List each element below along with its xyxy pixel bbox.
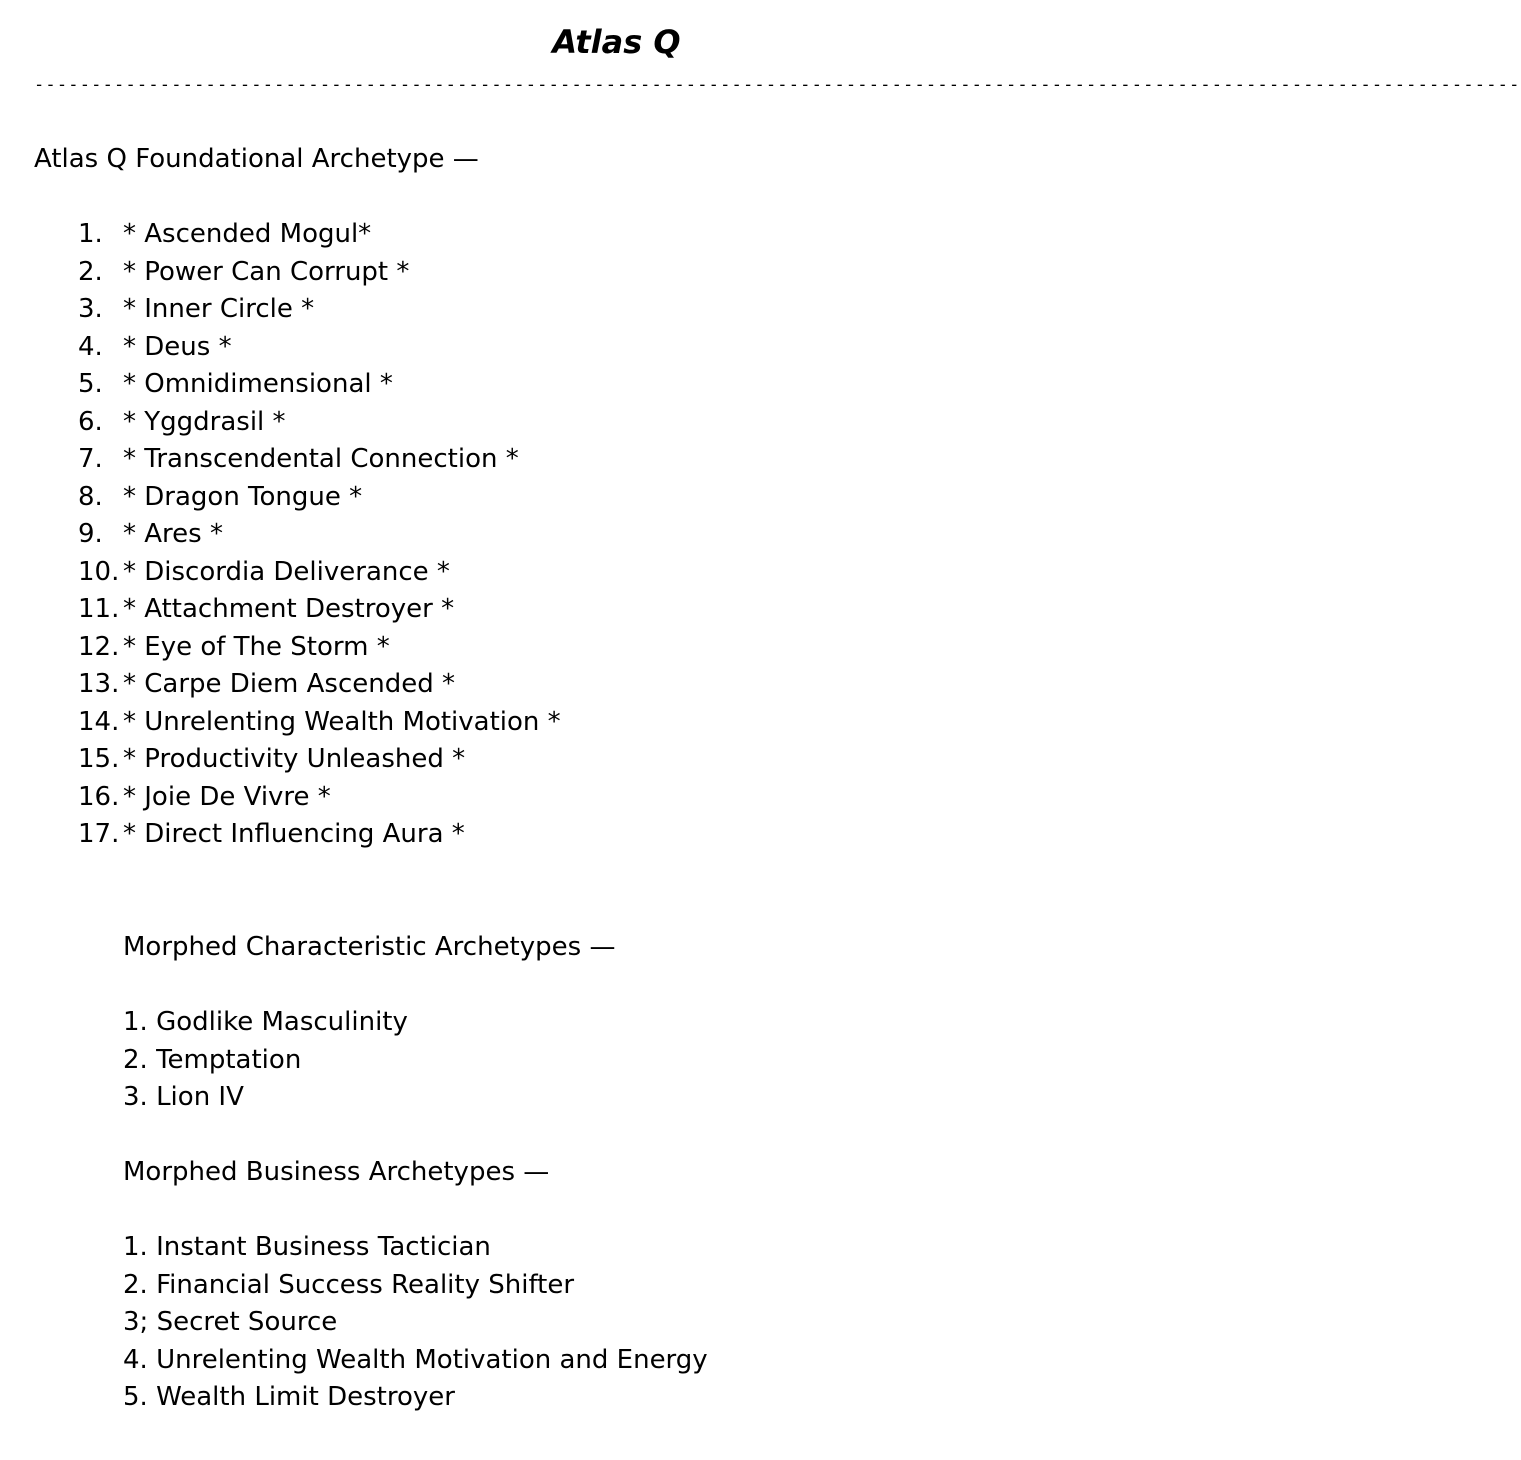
list-item-text: * Joie De Vivre *: [123, 781, 331, 812]
list-item: 3; Secret Source: [123, 1307, 338, 1337]
list-item: [78, 779, 561, 817]
business-heading: Morphed Business Archetypes —: [123, 1157, 550, 1187]
characteristic-list: [123, 1004, 408, 1117]
list-item-text: * Ascended Mogul*: [123, 219, 372, 249]
list-item: [78, 741, 561, 779]
list-item-number: 12.: [78, 631, 120, 662]
list-item: [78, 216, 561, 254]
list-item-number: 3.: [78, 294, 103, 324]
list-item-number: 10.: [78, 556, 120, 587]
list-item-text: * Ares *: [123, 519, 223, 549]
list-item: 5. Wealth Limit Destroyer: [123, 1382, 455, 1412]
list-item-number: 16.: [78, 781, 120, 812]
list-item-text: * Yggdrasil *: [123, 406, 286, 437]
list-item-number: 13.: [78, 669, 120, 699]
list-item-text: * Direct Influencing Aura *: [123, 819, 465, 849]
list-item-text: * Eye of The Storm *: [123, 631, 390, 662]
foundational-heading: Atlas Q Foundational Archetype —: [34, 144, 479, 174]
list-item-text: * Carpe Diem Ascended *: [123, 669, 456, 699]
list-item-number: 15.: [78, 744, 120, 774]
list-item: [78, 591, 561, 629]
list-item: [78, 329, 561, 367]
foundational-list: [78, 216, 561, 854]
list-item-number: 8.: [78, 481, 103, 512]
list-item-text: * Attachment Destroyer *: [123, 594, 455, 624]
list-item: 1. Instant Business Tactician: [123, 1232, 491, 1262]
list-item-number: 7.: [78, 444, 103, 474]
list-item-text: * Dragon Tongue *: [123, 481, 363, 512]
list-item-text: * Omnidimensional *: [123, 369, 393, 399]
list-item-number: 6.: [78, 406, 103, 437]
list-item: [78, 666, 561, 704]
list-item: [78, 404, 561, 442]
document-title: Atlas Q: [552, 23, 681, 61]
business-list: [123, 1229, 708, 1417]
list-item: 4. Unrelenting Wealth Motivation and Energy: [123, 1344, 708, 1375]
list-item-number: 2.: [78, 256, 103, 287]
list-item-number: 11.: [78, 594, 120, 624]
list-item-number: 1.: [78, 219, 103, 249]
list-item-text: * Transcendental Connection *: [123, 444, 519, 474]
dashed-divider: ----------------------------------------------------------------------------------------------------------------------------------: [34, 75, 1521, 95]
list-item: 2. Financial Success Reality Shifter: [123, 1269, 575, 1300]
list-item-number: 9.: [78, 519, 103, 549]
list-item: [78, 254, 561, 292]
list-item: [78, 516, 561, 554]
list-item: 1. Godlike Masculinity: [123, 1007, 408, 1037]
list-item-text: * Deus *: [123, 331, 232, 362]
list-item: [78, 291, 561, 329]
list-item: [78, 479, 561, 517]
list-item-number: 14.: [78, 706, 120, 737]
list-item-text: * Power Can Corrupt *: [123, 256, 410, 287]
list-item-number: 17.: [78, 819, 120, 849]
list-item-text: * Discordia Deliverance *: [123, 556, 450, 587]
list-item-number: 4.: [78, 331, 103, 362]
list-item: 2. Temptation: [123, 1044, 302, 1075]
list-item-text: * Unrelenting Wealth Motivation *: [123, 706, 561, 737]
list-item-text: * Inner Circle *: [123, 294, 315, 324]
characteristic-heading: Morphed Characteristic Archetypes —: [123, 932, 616, 962]
list-item: [78, 704, 561, 742]
list-item: [78, 816, 561, 854]
list-item: [78, 554, 561, 592]
list-item: 3. Lion IV: [123, 1082, 244, 1112]
list-item: [78, 441, 561, 479]
list-item: [78, 366, 561, 404]
list-item-number: 5.: [78, 369, 103, 399]
list-item-text: * Productivity Unleashed *: [123, 744, 466, 774]
list-item: [78, 629, 561, 667]
